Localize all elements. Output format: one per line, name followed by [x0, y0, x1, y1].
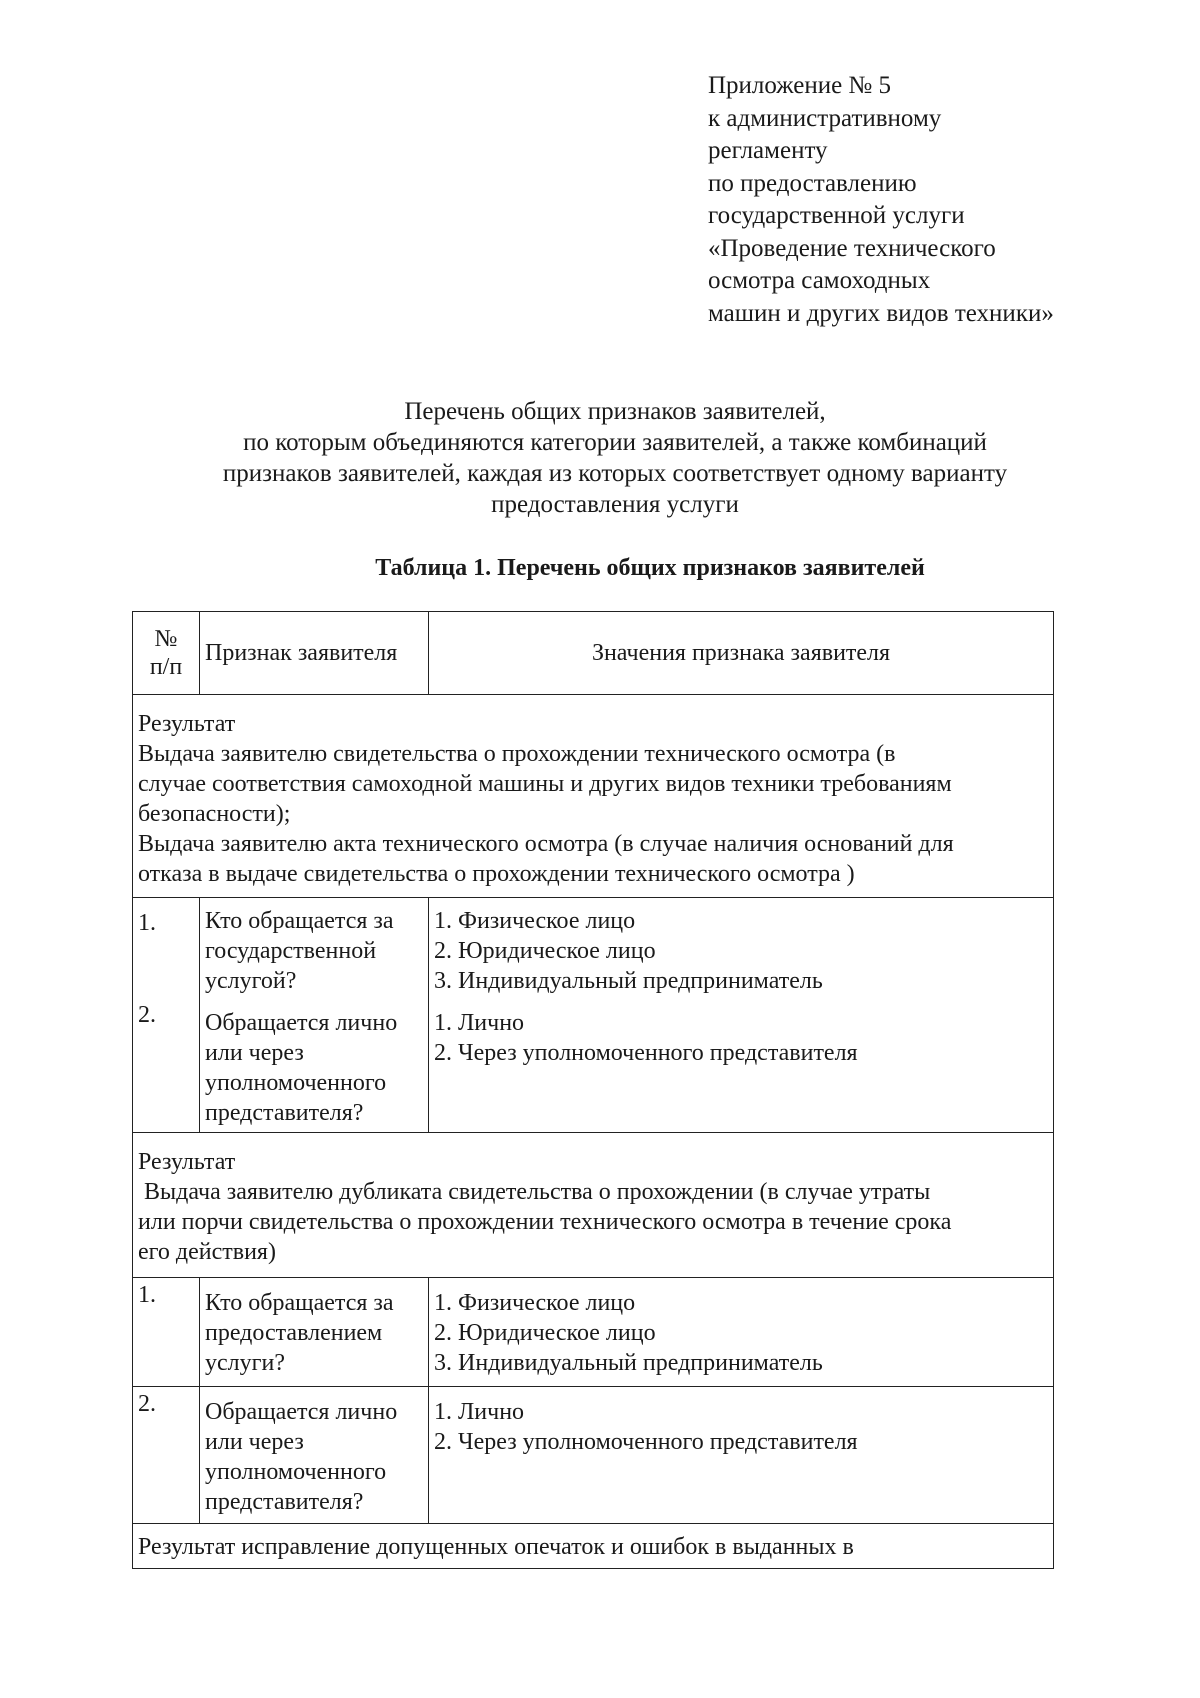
- header-num-cell: [133, 612, 200, 695]
- result-line: его действия): [138, 1239, 276, 1265]
- value-line: 2. Через уполномоченного представителя: [434, 1040, 858, 1066]
- feature-line: представителя?: [205, 1489, 364, 1515]
- result-row: [133, 1524, 1054, 1569]
- table-row: [133, 898, 1054, 999]
- feature-line: уполномоченного: [205, 1070, 387, 1096]
- result-cell: [133, 695, 1054, 898]
- row-feature-cell: [200, 1387, 429, 1524]
- value-line: 1. Физическое лицо: [434, 908, 636, 934]
- feature-line: предоставлением: [205, 1320, 383, 1346]
- result-cell: [133, 1133, 1054, 1278]
- value-line: 1. Физическое лицо: [434, 1290, 636, 1316]
- feature-line: услугой?: [205, 968, 297, 994]
- result-line: Результат: [138, 711, 236, 737]
- result-line: случае соответствия самоходной машины и других видов техники требованиям: [138, 771, 952, 797]
- row-values-cell: [429, 898, 1054, 999]
- row-feature-cell: [200, 998, 429, 1133]
- result-row: [133, 695, 1054, 898]
- table-row: [133, 998, 1054, 1133]
- value-line: 1. Лично: [434, 1399, 525, 1425]
- result-row: [133, 1133, 1054, 1278]
- appendix-line: по предоставлению: [708, 169, 917, 197]
- result-line: Выдача заявителю акта технического осмотра (в случае наличия оснований для: [138, 831, 954, 857]
- feature-line: Кто обращается за: [205, 908, 394, 934]
- appendix-line: машин и других видов техники»: [708, 299, 1054, 327]
- row-feature-cell: [200, 1278, 429, 1387]
- result-line: Результат исправление допущенных опечаток и ошибок в выданных в: [138, 1534, 854, 1560]
- appendix-line: регламенту: [708, 137, 828, 164]
- document-heading: [140, 396, 1090, 520]
- row-num-cell: 2.: [133, 998, 200, 1133]
- applicant-features-table: [132, 611, 1054, 1569]
- value-line: 1. Лично: [434, 1010, 525, 1036]
- appendix-note: [708, 70, 1054, 330]
- table-header-row: [133, 612, 1054, 695]
- result-line: отказа в выдаче свидетельства о прохождении технического осмотра ): [138, 861, 855, 887]
- header-num-line1: №: [154, 626, 178, 652]
- feature-line: государственной: [205, 938, 377, 964]
- header-num-line2: п/п: [149, 654, 183, 680]
- table-row: [133, 1278, 1054, 1387]
- row-feature-cell: [200, 898, 429, 999]
- value-line: 3. Индивидуальный предприниматель: [434, 1350, 823, 1376]
- row-values-cell: [429, 998, 1054, 1133]
- result-line: Результат: [138, 1149, 236, 1175]
- result-line: Выдача заявителю свидетельства о прохождении технического осмотра (в: [138, 741, 896, 767]
- result-line: Выдача заявителю дубликата свидетельства о прохождении (в случае утраты: [138, 1179, 931, 1205]
- feature-line: или через: [205, 1429, 304, 1455]
- feature-line: услуги?: [205, 1350, 285, 1376]
- row-num-cell: 2.: [133, 1387, 200, 1524]
- value-line: 2. Юридическое лицо: [434, 938, 656, 964]
- heading-line: Перечень общих признаков заявителей,: [404, 398, 826, 425]
- feature-line: Кто обращается за: [205, 1290, 394, 1316]
- value-line: 2. Юридическое лицо: [434, 1320, 656, 1346]
- result-line: или порчи свидетельства о прохождении технического осмотра в течение срока: [138, 1209, 952, 1235]
- feature-line: представителя?: [205, 1100, 364, 1126]
- row-num-cell: 1.: [133, 1278, 200, 1387]
- feature-line: уполномоченного: [205, 1459, 387, 1485]
- feature-line: Обращается лично: [205, 1399, 398, 1425]
- result-line: безопасности);: [138, 801, 291, 827]
- appendix-line: осмотра самоходных: [708, 267, 931, 294]
- feature-line: Обращается лично: [205, 1010, 398, 1036]
- table-row: [133, 1387, 1054, 1524]
- appendix-line: к административному: [708, 104, 942, 132]
- row-values-cell: [429, 1387, 1054, 1524]
- table-title: Таблица 1. Перечень общих признаков заявителей: [375, 555, 925, 581]
- heading-line: по которым объединяются категории заявителей, а также комбинаций: [243, 429, 987, 456]
- value-line: 3. Индивидуальный предприниматель: [434, 968, 823, 994]
- result-cell: [133, 1524, 1054, 1569]
- row-num-cell: 1.: [133, 898, 200, 999]
- header-feature-cell: Признак заявителя: [200, 612, 429, 695]
- feature-line: или через: [205, 1040, 304, 1066]
- appendix-line: Приложение № 5: [708, 72, 892, 99]
- header-values-cell: Значения признака заявителя: [429, 612, 1054, 695]
- heading-line: признаков заявителей, каждая из которых соответствует одному варианту: [222, 460, 1008, 487]
- row-values-cell: [429, 1278, 1054, 1387]
- value-line: 2. Через уполномоченного представителя: [434, 1429, 858, 1455]
- heading-line: предоставления услуги: [491, 491, 739, 518]
- appendix-line: государственной услуги: [708, 202, 965, 229]
- appendix-line: «Проведение технического: [708, 234, 996, 262]
